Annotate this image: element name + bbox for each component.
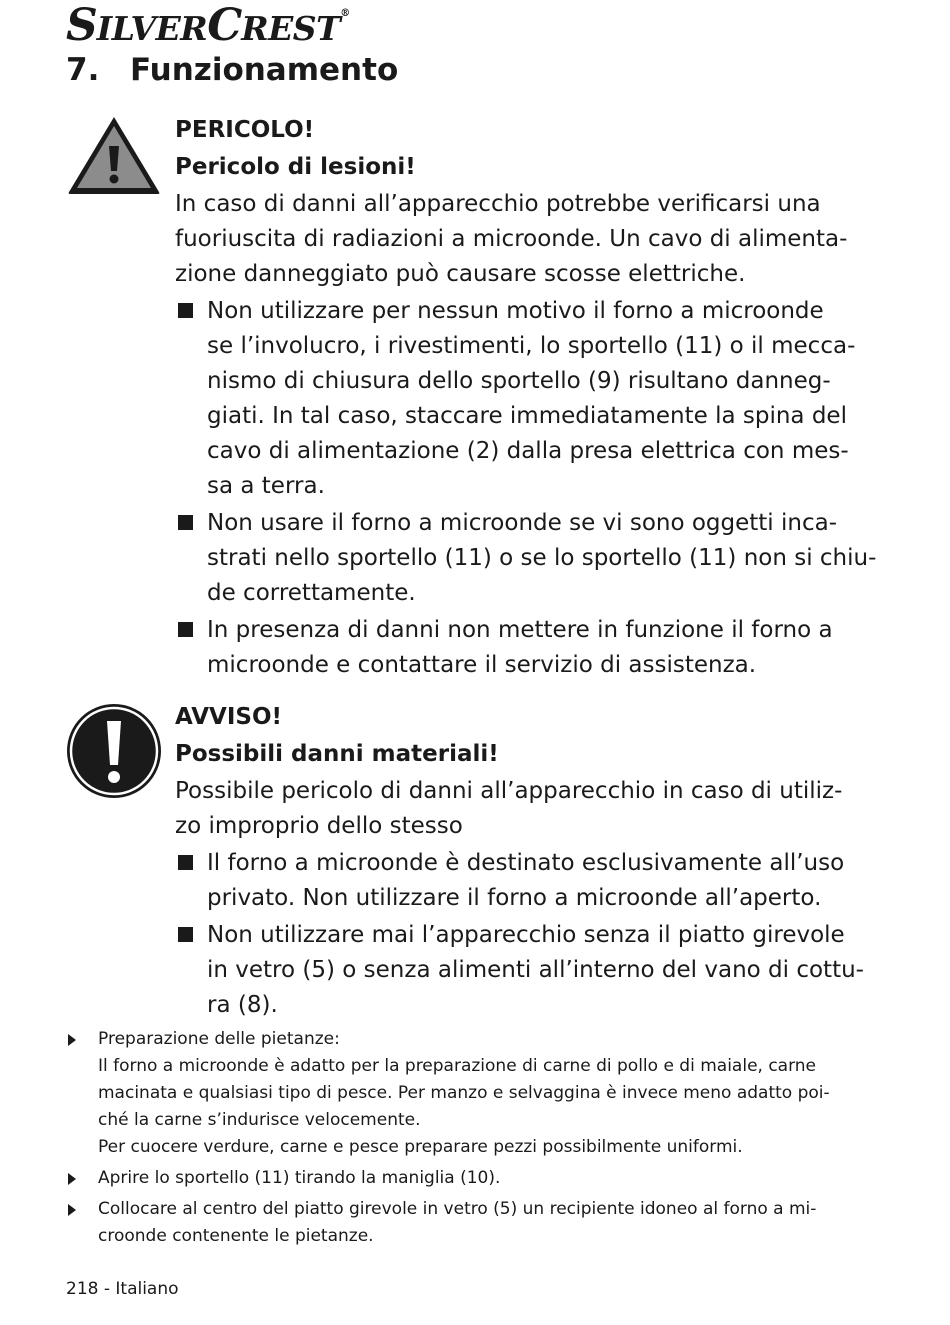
- danger-subtitle: Pericolo di lesioni!: [175, 154, 416, 180]
- danger-intro-line: zione danneggiato può causare scosse elettriche.: [175, 261, 746, 287]
- notice-bullet-item: [175, 918, 865, 1023]
- notice-item-line: privato. Non utilizzare il forno a microonde all’aperto.: [207, 885, 822, 911]
- danger-item-line: nismo di chiusura dello sportello (9) risultano danneg-: [207, 368, 831, 394]
- logo-text-part2-rest: REST: [241, 9, 341, 48]
- notice-item-line: in vetro (5) o senza alimenti all’interno del vano di cottu-: [207, 957, 864, 983]
- danger-item-line: Non utilizzare per nessun motivo il forno a microonde: [207, 298, 824, 324]
- instruction-step: [66, 1165, 886, 1192]
- notice-intro-line: Possibile pericolo di danni all’apparecchio in caso di utiliz-: [175, 778, 843, 804]
- step-arrow-icon: [68, 1034, 76, 1046]
- notice-subtitle: Possibili danni materiali!: [175, 741, 499, 767]
- danger-item-line: microonde e contattare il servizio di assistenza.: [207, 652, 757, 678]
- step-line: Per cuocere verdure, carne e pesce preparare pezzi possibilmente uniformi.: [98, 1137, 743, 1157]
- danger-bullet-item: [175, 294, 865, 504]
- notice-intro: [175, 774, 865, 844]
- notice-item-line: ra (8).: [207, 992, 278, 1018]
- notice-item-line: Il forno a microonde è destinato esclusivamente all’uso: [207, 850, 845, 876]
- logo-text-part1: S: [66, 0, 97, 51]
- logo-text-part2: C: [207, 0, 242, 51]
- step-line: croonde contenente le pietanze.: [98, 1226, 374, 1246]
- step-arrow-icon: [68, 1173, 76, 1185]
- exclamation-circle-icon: [66, 703, 162, 799]
- danger-item-line: sa a terra.: [207, 473, 325, 499]
- danger-item-line: de correttamente.: [207, 580, 416, 606]
- bullet-square-icon: [178, 303, 193, 318]
- instruction-steps: [66, 1026, 886, 1250]
- step-line: macinata e qualsiasi tipo di pesce. Per manzo e selvaggina è invece meno adatto poi-: [98, 1083, 830, 1103]
- danger-intro-line: fuoriuscita di radiazioni a microonde. Un cavo di alimenta-: [175, 226, 848, 252]
- notice-bullet-item: [175, 846, 865, 916]
- page-footer: 218 - Italiano: [66, 1279, 179, 1299]
- step-line: ché la carne s’indurisce velocemente.: [98, 1110, 421, 1130]
- step-arrow-icon: [68, 1204, 76, 1216]
- danger-item-line: se l’involucro, i rivestimenti, lo sportello (11) o il mecca-: [207, 333, 856, 359]
- notice-warning-block: [175, 699, 865, 1023]
- bullet-square-icon: [178, 927, 193, 942]
- step-line: Collocare al centro del piatto girevole in vetro (5) un recipiente idoneo al forno a mi-: [98, 1199, 817, 1219]
- danger-warning-block: [175, 112, 877, 683]
- brand-logo: [66, 0, 351, 51]
- logo-registered-mark: ®: [340, 8, 351, 19]
- step-line: Aprire lo sportello (11) tirando la maniglia (10).: [98, 1168, 501, 1188]
- danger-label: PERICOLO!: [175, 117, 315, 143]
- instruction-step: [66, 1026, 886, 1161]
- danger-intro-line: In caso di danni all’apparecchio potrebbe verificarsi una: [175, 191, 821, 217]
- danger-bullet-item: [175, 613, 865, 683]
- step-line: Preparazione delle pietanze:: [98, 1029, 340, 1049]
- danger-item-line: giati. In tal caso, staccare immediatamente la spina del: [207, 403, 847, 429]
- danger-item-line: strati nello sportello (11) o se lo sportello (11) non si chiu-: [207, 545, 877, 571]
- logo-text-part1-rest: ILVER: [96, 9, 208, 48]
- notice-label: AVVISO!: [175, 704, 283, 730]
- danger-item-line: cavo di alimentazione (2) dalla presa elettrica con mes-: [207, 438, 849, 464]
- danger-item-line: In presenza di danni non mettere in funzione il forno a: [207, 617, 833, 643]
- notice-intro-line: zo improprio dello stesso: [175, 813, 463, 839]
- instruction-step: [66, 1196, 886, 1250]
- section-heading: [66, 52, 398, 88]
- bullet-square-icon: [178, 622, 193, 637]
- danger-intro: [175, 187, 865, 292]
- danger-item-line: Non usare il forno a microonde se vi sono oggetti inca-: [207, 510, 838, 536]
- bullet-square-icon: [178, 855, 193, 870]
- bullet-square-icon: [178, 515, 193, 530]
- step-line: Il forno a microonde è adatto per la preparazione di carne di pollo e di maiale, carne: [98, 1056, 817, 1076]
- danger-bullet-item: [175, 506, 877, 611]
- section-number: 7.: [66, 52, 100, 88]
- warning-triangle-icon: [66, 114, 162, 196]
- section-title: Funzionamento: [130, 52, 399, 88]
- notice-item-line: Non utilizzare mai l’apparecchio senza il piatto girevole: [207, 922, 845, 948]
